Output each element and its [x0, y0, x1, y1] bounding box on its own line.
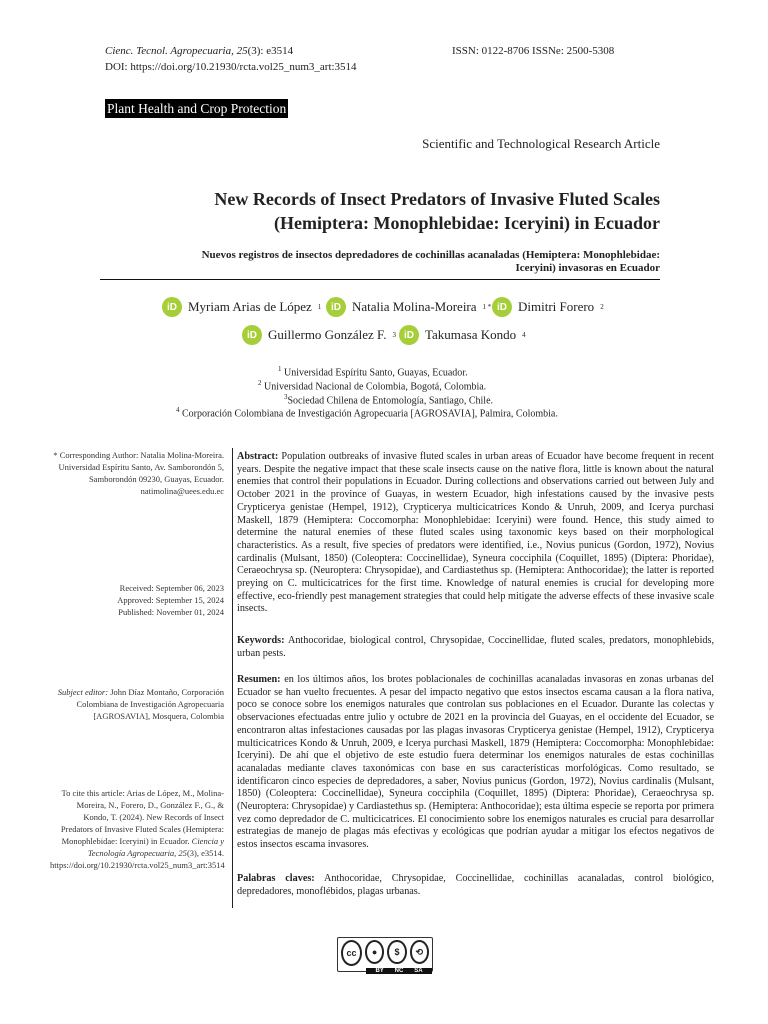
cc-license-badge[interactable] [337, 937, 433, 972]
cite-doi[interactable]: (3), e3514. https://doi.org/10.21930/rcta.vol25_num3_art:3514 [50, 848, 225, 870]
orcid-icon[interactable]: iD [492, 297, 512, 317]
author-name: Natalia Molina-Moreira [352, 299, 477, 314]
cc-icons [338, 938, 432, 968]
attribution-icon: ● [365, 940, 384, 964]
resumen [237, 674, 714, 852]
cc-by-label: BY [375, 968, 384, 974]
sharealike-icon: ⟲ [410, 940, 429, 964]
cc-labels [366, 968, 432, 974]
author[interactable] [492, 297, 604, 317]
article-subtitle [100, 249, 660, 275]
cite-text: Arias de López, M., Molina-Moreira, N., Forero, D., González F., G., & Kondo, T. (2024). New Records of Insect Predators of Invasive Fluted Scales (Hemiptera: Monophlebidae: Iceryini) in Ecuador. [60, 788, 224, 846]
abstract-label: Abstract: [237, 451, 279, 462]
author-name: Guillermo González F. [268, 327, 387, 342]
affiliation-text: Sociedad Chilena de Entomología, Santiago, Chile. [287, 395, 494, 407]
author[interactable] [242, 325, 396, 345]
article-dates [50, 582, 224, 618]
resumen-label: Resumen: [237, 674, 281, 685]
article-type: Scientific and Technological Research Article [422, 136, 660, 151]
cite-label: To cite this article: [61, 788, 125, 798]
author-sup: 4 [522, 331, 526, 339]
orcid-icon[interactable]: iD [162, 297, 182, 317]
palabras-text: Anthocoridae, Chrysopidae, Coccinellidae, cochinillas acanaladas, control biológico, depredadores, monoflébidos, plagas urbanas. [237, 873, 715, 897]
author-name: Dimitri Forero [518, 299, 595, 314]
journal-citation [105, 44, 293, 58]
editor-label: Subject editor: [57, 687, 109, 697]
palabras-label: Palabras claves: [237, 873, 315, 884]
author[interactable] [399, 325, 526, 345]
title-line: (Hemiptera: Monophlebidae: Iceryini) in Ecuador [274, 213, 660, 233]
column-divider [232, 448, 233, 908]
journal-issue: (3): e3514 [247, 45, 294, 57]
section-tag: Plant Health and Crop Protection [107, 101, 287, 116]
title-line: New Records of Insect Predators of Invasive Fluted Scales [214, 189, 660, 209]
corresponding-author: * Corresponding Author: Natalia Molina-Moreira. Universidad Espíritu Santo, Av. Samborondón 5, Samborondón 09230, Guayas, Ecuador. natimolina@uees.edu.ec [53, 450, 224, 496]
author-sup: 3 [392, 331, 396, 339]
noncommercial-icon: $ [387, 940, 406, 964]
author-name: Takumasa Kondo [425, 327, 517, 342]
affiliation [176, 403, 558, 421]
abstract [237, 451, 714, 616]
orcid-icon[interactable]: iD [399, 325, 419, 345]
affiliation-sup: 1 [278, 365, 282, 373]
author[interactable] [162, 297, 321, 317]
orcid-icon[interactable]: iD [326, 297, 346, 317]
cc-icon: cc [341, 940, 362, 966]
issn: ISSN: 0122-8706 ISSNe: 2500-5308 [452, 45, 615, 57]
title-divider [100, 279, 660, 280]
doi[interactable]: DOI: https://doi.org/10.21930/rcta.vol25_num3_art:3514 [105, 61, 357, 73]
keywords-text: Anthocoridae, biological control, Chrysopidae, Coccinellidae, fluted scales, predators, monophlebids, urban pests. [237, 635, 715, 659]
subject-editor [50, 686, 224, 722]
journal-name: Cienc. Tecnol. Agropecuaria, 25 [105, 45, 248, 57]
affiliation-text: Universidad Espíritu Santo, Guayas, Ecuador. [284, 367, 468, 379]
affiliation-text: Universidad Nacional de Colombia, Bogotá, Colombia. [264, 381, 487, 393]
affiliation-sup: 3 [284, 393, 288, 401]
author-sup: 1 [317, 303, 322, 311]
author-sup: 2 [600, 303, 604, 311]
affiliation-text: Corporación Colombiana de Investigación Agropecuaria [AGROSAVIA], Palmira, Colombia. [182, 408, 558, 420]
date-approved: Approved: September 15, 2024 [117, 595, 224, 605]
cc-sa-label: SA [414, 968, 423, 974]
article-title [100, 187, 660, 235]
date-published: Published: November 01, 2024 [118, 607, 224, 617]
subtitle-line: Nuevos registros de insectos depredadores de cochinillas acanaladas (Hemiptera: Monophlebidae: [201, 249, 660, 261]
affiliation-sup: 2 [258, 379, 262, 387]
affiliation-sup: 4 [176, 406, 180, 414]
subtitle-line: Iceryini) invasoras en Ecuador [515, 262, 660, 274]
citation [50, 787, 224, 871]
keywords-label: Keywords: [237, 635, 285, 646]
cc-nc-label: NC [394, 968, 404, 974]
author-name: Myriam Arias de López [188, 299, 312, 314]
editor-text: John Díaz Montaño, Corporación Colombiana de Investigación Agropecuaria [AGROSAVIA], Mosquera, Colombia [76, 687, 224, 721]
keywords [237, 635, 714, 660]
author[interactable] [326, 297, 491, 317]
date-received: Received: September 06, 2023 [119, 583, 224, 593]
resumen-text: en los últimos años, los brotes poblacionales de cochinillas acanaladas invasoras en zonas urbanas del Ecuador se han vuelto frecuentes. A pesar del impacto negativo que estos insectos escama causan a la flora nativa, poco se conoce sobre los enemigos naturales que controlan sus poblaciones en el Ecuador. Durante las colectas y observaciones efectuadas entre julio y octubre de 2021 en la provincia del Guayas, en el occidente del Ecuador, se encontraron altas infestaciones causadas por las plagas invasoras Crypticerya genistae (Hempel, 1912), Crypticerya multicicatrices Kondo & Unruh, 2009, e Icerya purchasi Maskell, 1879 (Hemiptera: Coccomorpha: Monophlebidae: Iceryini). De ahí que el objetivo de este estudio fuera determinar los enemigos naturales de estas cochinillas acanaladas mediante claves taxonómicas con base en sus características morfológicas. Como resultado, se identificaron cinco especies de depredadores, a saber, Novius punicus (Gordon, 1972), Novius cardinalis (Mulsant, 1850) (Coleoptera: Coccinellidae), Syneura cocciphila (Coquillet, 1895) (Diptera: Phoridae), Ceraeochrysa sp. (Neuroptera: Chrysopidae) y Cardiastethus sp. (Hemiptera: Anthocoridae); esta última especie se reporta por primera vez como depredador de C. multicicatrices. El conocimiento sobre los enemigos naturales es crucial para desarrollar estrategias de manejo de plagas más efectivas y ecológicas que podrían ayudar a mitigar los efectos negativos de estos insectos escama invasores. [237, 674, 714, 851]
orcid-icon[interactable]: iD [242, 325, 262, 345]
cite-journal: Ciencia y Tecnología Agropecuaria, 25 [87, 836, 224, 858]
author-sup: 1 * [482, 303, 492, 311]
abstract-text: Population outbreaks of invasive fluted scales in urban areas of Ecuador have become frequent in recent years. Despite the negative impact that these scale insects cause on the native flora, little is known about the natural enemies that control their populations in Ecuador. During collections and observations carried out between July and October 2021 in the province of Guayas, in western Ecuador, high infestations caused by the invasive pests Crypticerya genistae (Hempel, 1912), Crypticerya multicicatrices Kondo & Unruh, 2009, and Icerya purchasi Maskell, 1879 (Hemiptera: Coccomorpha: Monophlebidae: Iceryini) were found. Hence, this study aimed to determine the natural enemies of these fluted scales using taxonomic keys based on their morphological characteristics. As a result, five species of predators were identified, i.e., Novius punicus (Gordon, 1972), Novius cardinalis (Mulsant, 1850) (Coleoptera: Coccinellidae), Syneura cocciphila (Coquillet, 1895) (Diptera: Phoridae), Ceraeochrysa sp. (Neuroptera: Chrysopidae), and Cardiastethus sp. (Hemiptera: Anthocoridae); the latter is reported preying on C. multicicatrices for the first time. Knowledge of natural enemies is crucial for developing more effective, eco-friendly pest management strategies that could help mitigate the adverse effects of these invasive scale insects. [237, 451, 715, 615]
palabras-claves [237, 873, 714, 898]
